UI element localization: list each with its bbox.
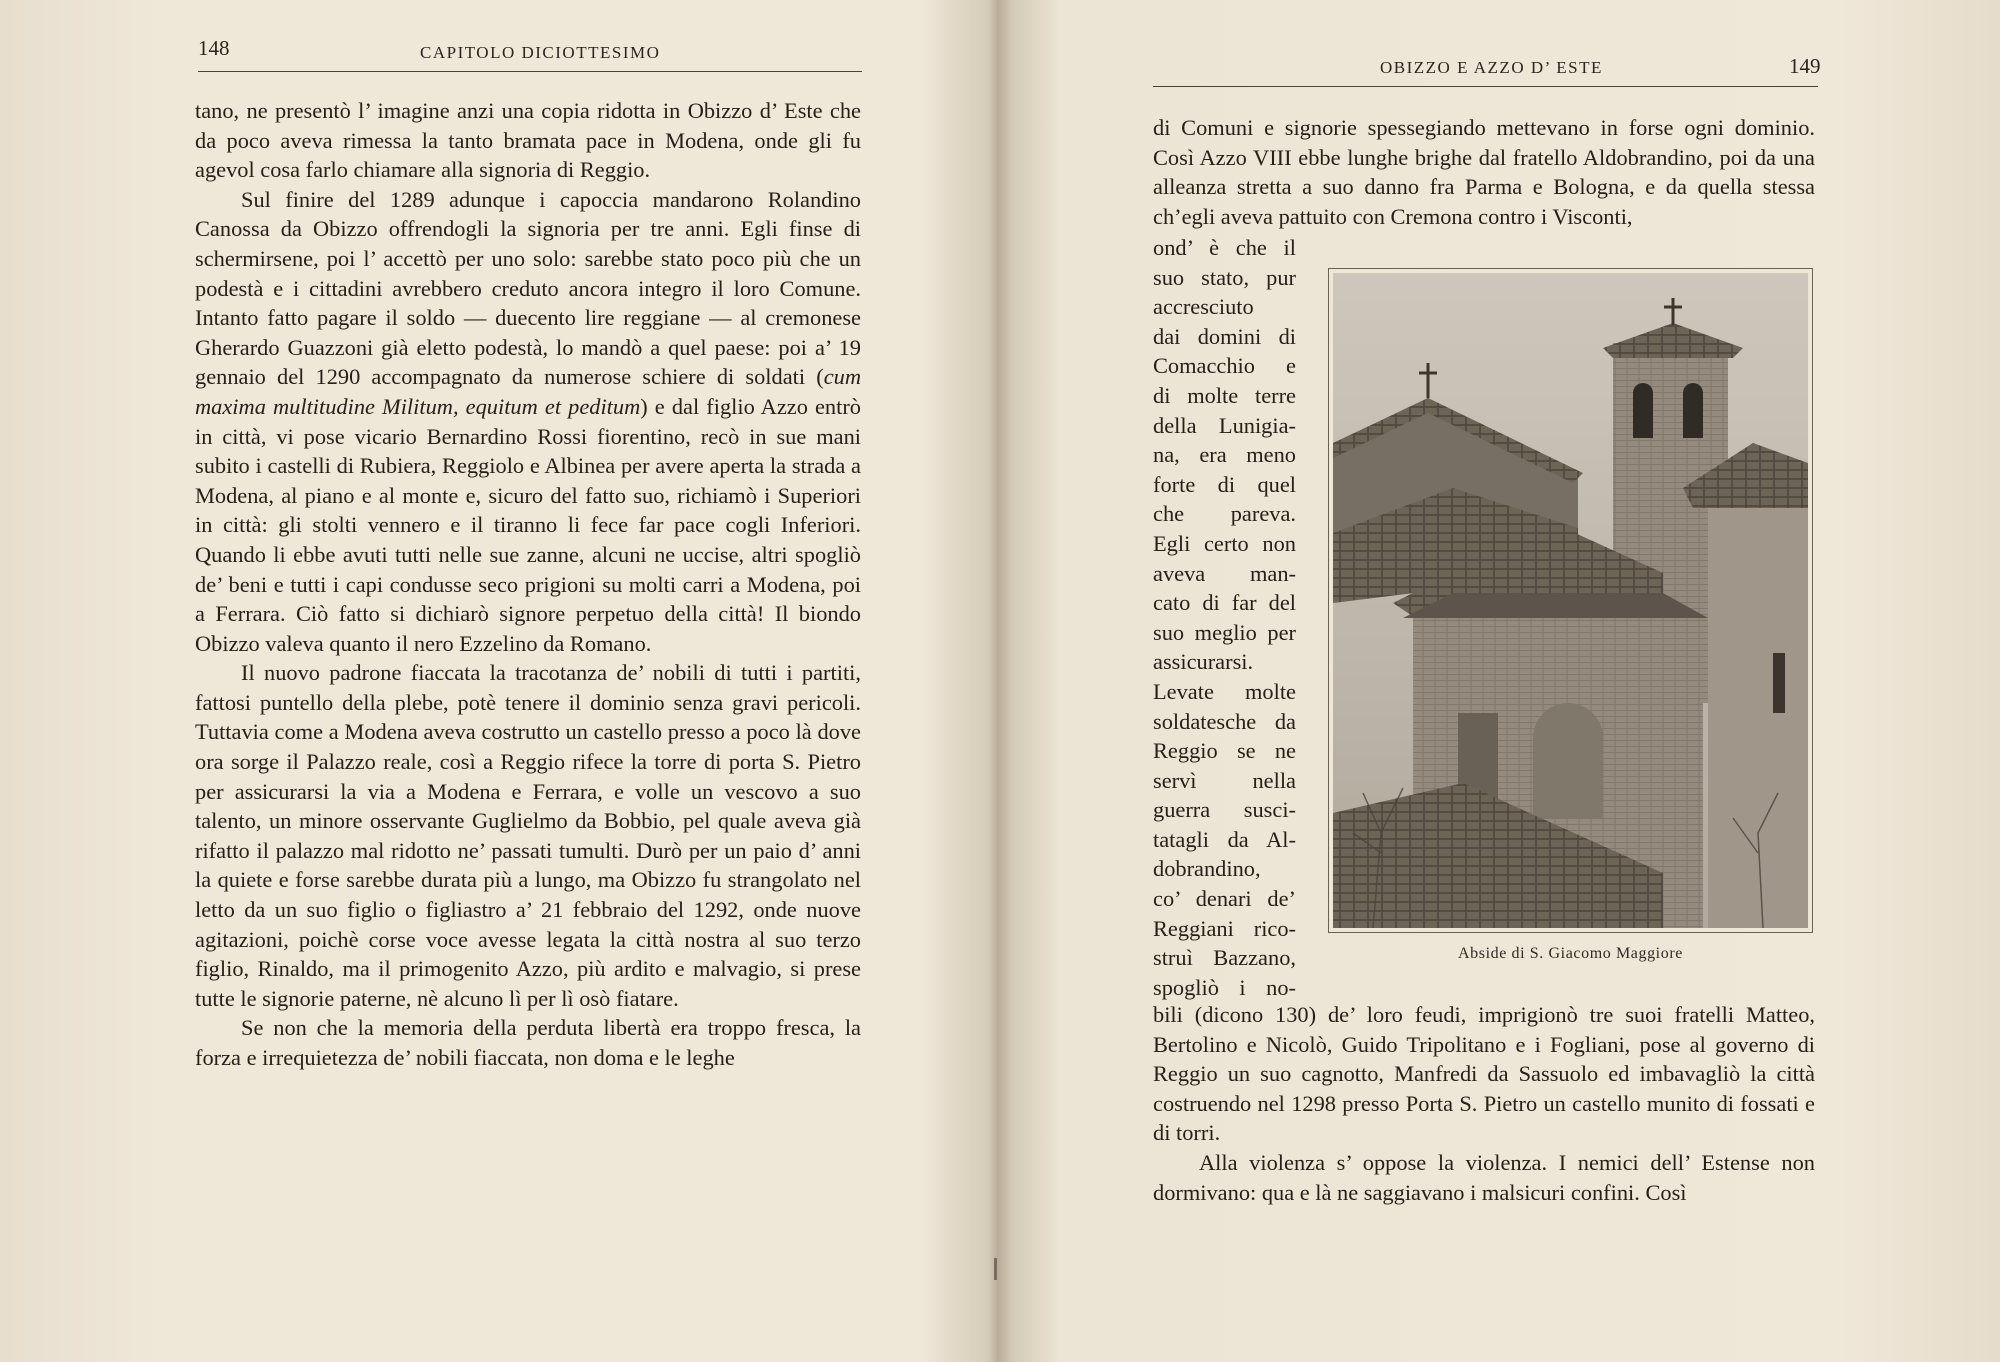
left-body-text — [195, 96, 861, 1073]
paragraph: tano, ne presentò l’ imagine anzi una copia ridotta in Obizzo d’ Este che da poco aveva rimessa la tanto bramata pace in Modena, onde gli fu agevol cosa farlo chiamare alla signoria di Reggio. — [195, 98, 861, 183]
photo-caption: Abside di S. Giacomo Maggiore — [1458, 945, 1683, 962]
running-head-right: OBIZZO E AZZO D’ ESTE — [1380, 58, 1603, 77]
text-line: ond’ è che il — [1153, 235, 1296, 260]
text-line: aveva man- — [1153, 560, 1296, 586]
text-line: tatagli da Al- — [1153, 826, 1296, 852]
latin-quote: cum maxima multitudine Militum, equitum et peditum — [195, 364, 861, 419]
text-line: Egli certo non — [1153, 530, 1296, 556]
paragraph: Alla violenza s’ oppose la violenza. I nemici dell’ Estense non dormivano: qua e là ne saggiavano i malsicuri confini. Così — [1153, 1149, 1815, 1205]
paragraph: Se non che la memoria della perduta libertà era troppo fresca, la forza e irrequietezza de’ nobili fiaccata, non doma e le leghe — [195, 1015, 861, 1070]
text-line: soldatesche da — [1153, 708, 1296, 734]
page-number-right: 149 — [1789, 54, 1821, 78]
right-top-text: di Comuni e signorie spessegiando mettevano in forse ogni dominio. Così Azzo VIII ebbe lunghe brighe dal fratello Aldobrandino, poi da una alleanza stretta a suo danno fra Parma e Bologna, e da quella stessa ch’egli aveva pattuito con Cremona contro i Visconti, — [1153, 115, 1815, 229]
text-line: cato di far del — [1153, 590, 1296, 616]
header-rule-left — [198, 71, 862, 72]
church-photograph — [1328, 268, 1813, 933]
text-line: forte di quel — [1153, 471, 1296, 497]
right-narrow-column — [1153, 233, 1296, 1002]
right-bottom-text — [1153, 1000, 1815, 1207]
text-line: Reggio se ne — [1153, 738, 1296, 764]
running-head-left: CAPITOLO DICIOTTESIMO — [420, 43, 661, 62]
text-line: Comacchio e — [1153, 353, 1296, 379]
text-line: dai domini di — [1153, 323, 1296, 349]
text-line: suo meglio per — [1153, 619, 1296, 645]
text-line: spogliò i no- — [1153, 974, 1296, 1000]
paragraph: Il nuovo padrone fiaccata la tracotanza de’ nobili di tutti i partiti, fattosi puntello della plebe, potè tenere il dominio senza gravi pericoli. Tuttavia come a Modena aveva costrutto un castello presso a poco là dove ora sorge il Palazzo reale, così a Reggio rifece la torre di porta S. Pietro per assicurarsi la via a Modena e Ferrara, e volle un vescovo a suo talento, un minore osservante Guglielmo da Bobbio, pel quale aveva già rifatto il palazzo mal ridotto ne’ passati tumulti. Durò per un paio d’ anni la quiete e forse sarebbe durata più a lungo, ma Obizzo fu strangolato nel letto da un suo figlio o figliastro a’ 21 febbraio del 1292, onde nuove agitazioni, poichè corse voce avesse legata la città nostra al suo terzo figlio, Rinaldo, ma il primogenito Azzo, più ardito e malvagio, si prese tutte le signorie paterne, nè alcuno lì per lì osò fiatare. — [195, 660, 861, 1011]
text-line: na, era meno — [1153, 442, 1296, 468]
text-line: che pareva. — [1153, 501, 1296, 527]
text-line: servì nella — [1153, 767, 1296, 793]
text-line: co’ denari de’ — [1153, 886, 1296, 912]
header-rule-right — [1153, 86, 1818, 87]
text-line: assicurarsi. — [1153, 649, 1254, 675]
text-line: dobrandino, — [1153, 856, 1261, 882]
text-line: struì Bazzano, — [1153, 945, 1296, 971]
text-line: di molte terre — [1153, 382, 1296, 408]
text-line: accresciuto — [1153, 294, 1254, 320]
text-line: guerra susci- — [1153, 797, 1296, 823]
paragraph: bili (dicono 130) de’ loro feudi, imprigionò tre suoi fratelli Matteo, Bertolino e Nicolò, Guido Tripolitano e i Fogliani, pose al governo di Reggio un suo cagnotto, Manfredi da Sassuolo ed imbavagliò la città costruendo nel 1298 presso Porta S. Pietro un castello munito di fossati e di torri. — [1153, 1002, 1815, 1146]
text-line: Levate molte — [1153, 678, 1296, 704]
text-line: Reggiani rico- — [1153, 915, 1296, 941]
text-line: della Lunigia- — [1153, 412, 1296, 438]
text-line: suo stato, pur — [1153, 264, 1296, 290]
left-page — [0, 0, 995, 1362]
page-number-left: 148 — [198, 36, 230, 60]
paragraph: Sul finire del 1289 adunque i capoccia mandarono Rolandino Canossa da Obizzo offrendogli la signoria per tre anni. Egli finse di schermirsene, poi l’ accettò per uno solo: sarebbe stato poco più che un podestà e i cittadini avrebbero creduto ancora integro il loro Comune. Intanto fatto pagare il soldo — duecento lire reggiane — al cremonese Gherardo Guazzoni già eletto podestà, lo mandò a quel paese: poi a’ 19 gennaio del 1290 accompagnato da numerose schiere di soldati (cum maxima multitudine Militum, equitum et peditum) e dal figlio Azzo entrò in città, vi pose vicario Bernardino Rossi fiorentino, recò in sue mani subito i castelli di Rubiera, Reggiolo e Albinea per avere aperta la strada a Modena, al piano e al monte e, sicuro del fatto suo, richiamò i Superiori in città: gli stolti vennero e il tiranno li fece far pace cogli Inferiori. Quando li ebbe avuti tutti nelle sue zanne, alcuni ne uccise, altri spogliò de’ beni e tutti i capi condusse seco prigioni su molti carri a Modena, poi a Ferrara. Ciò fatto si dichiarò signore perpetuo della città! Il biondo Obizzo valeva quanto il nero Ezzelino da Romano. — [195, 186, 861, 656]
apse-image — [1333, 273, 1808, 928]
